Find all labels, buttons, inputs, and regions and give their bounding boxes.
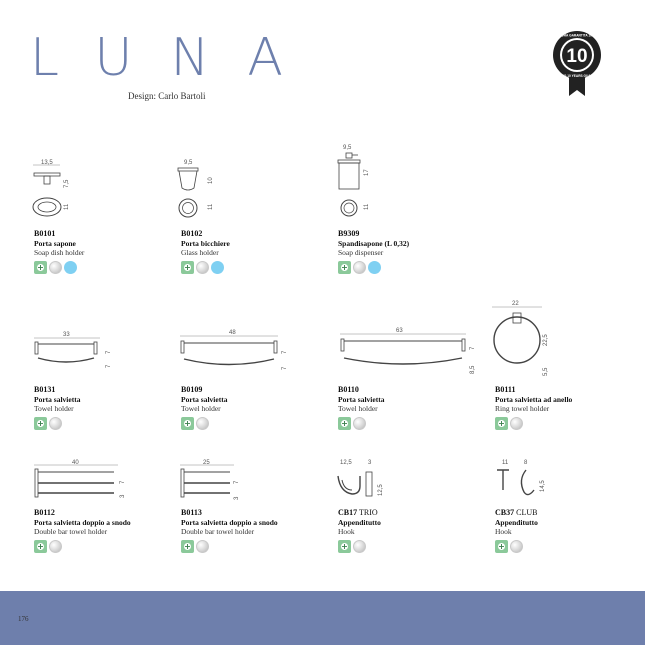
- chrome-swatch: [353, 261, 366, 274]
- plus-icon: [338, 261, 351, 274]
- plus-icon: [34, 261, 47, 274]
- plus-icon: [495, 417, 508, 430]
- guarantee-badge-icon: [547, 30, 607, 100]
- svg-text:9,5: 9,5: [343, 145, 352, 151]
- svg-text:9,5: 9,5: [184, 160, 193, 166]
- product-name-it: Porta bicchiere: [181, 239, 230, 248]
- product-name-it: Porta salvietta ad anello: [495, 395, 573, 404]
- product-code-b0110: B0110: [338, 385, 359, 394]
- svg-text:33: 33: [63, 332, 70, 338]
- badge-top-text: FINITURA GARANTITA 10 ANNI: [553, 33, 601, 38]
- double-bar-towel-holder-25-drawing: [174, 458, 254, 504]
- product-name-it: Porta salvietta: [338, 395, 385, 404]
- chrome-swatch: [353, 540, 366, 553]
- chrome-swatch: [510, 417, 523, 430]
- svg-text:17: 17: [364, 169, 370, 176]
- svg-text:25: 25: [203, 460, 210, 466]
- blue-swatch: [64, 261, 77, 274]
- product-code-b0112: B0112: [34, 508, 55, 517]
- product-name-en: Hook: [338, 527, 355, 536]
- product-name-en: Glass holder: [181, 248, 219, 257]
- product-name-en: Towel holder: [338, 404, 378, 413]
- svg-text:11: 11: [208, 203, 214, 210]
- chrome-swatch: [49, 540, 62, 553]
- chrome-swatch: [510, 540, 523, 553]
- soap-dispenser-drawing: [330, 142, 390, 224]
- svg-text:63: 63: [396, 328, 403, 334]
- svg-text:3: 3: [120, 494, 126, 498]
- svg-text:10: 10: [208, 177, 214, 184]
- svg-text:8: 8: [524, 460, 528, 466]
- plus-icon: [34, 540, 47, 553]
- product-name-it: Appenditutto: [338, 518, 381, 527]
- svg-text:7: 7: [282, 350, 288, 354]
- plus-icon: [181, 417, 194, 430]
- badge-bottom-text: FINISHING 10 YEARS GUARANTEE: [550, 74, 604, 78]
- plus-icon: [338, 540, 351, 553]
- footer-band: [0, 591, 645, 645]
- product-name-en: Towel holder: [34, 404, 74, 413]
- blue-swatch: [211, 261, 224, 274]
- svg-text:7: 7: [106, 364, 112, 368]
- product-code-b0109: B0109: [181, 385, 203, 394]
- svg-text:11: 11: [64, 203, 70, 210]
- product-code-b0111: B0111: [495, 385, 516, 394]
- svg-text:48: 48: [229, 330, 236, 336]
- plus-icon: [495, 540, 508, 553]
- product-code-b0113: B0113: [181, 508, 202, 517]
- soap-dish-drawing: [28, 158, 88, 224]
- plus-icon: [181, 261, 194, 274]
- svg-text:40: 40: [72, 460, 79, 466]
- svg-text:22,5: 22,5: [543, 334, 549, 346]
- towel-holder-48-drawing: [174, 326, 294, 380]
- product-name-en: Towel holder: [181, 404, 221, 413]
- plus-icon: [181, 540, 194, 553]
- product-name-it: Porta salvietta: [181, 395, 228, 404]
- product-code-b9309: B9309: [338, 229, 360, 238]
- plus-icon: [338, 417, 351, 430]
- chrome-swatch: [353, 417, 366, 430]
- svg-text:11: 11: [502, 460, 509, 466]
- svg-text:7: 7: [470, 346, 476, 350]
- double-bar-towel-holder-40-drawing: [28, 458, 138, 504]
- svg-text:3: 3: [368, 460, 372, 466]
- product-code-b0131: B0131: [34, 385, 56, 394]
- svg-text:11: 11: [364, 203, 370, 210]
- svg-text:7: 7: [120, 480, 126, 484]
- svg-text:22: 22: [512, 301, 519, 307]
- product-code-cb37: CB37 CLUB: [495, 508, 538, 517]
- product-name-en: Double bar towel holder: [34, 527, 108, 536]
- product-name-en: Soap dispenser: [338, 248, 384, 257]
- svg-text:7: 7: [106, 350, 112, 354]
- page-title: LUNA: [30, 28, 321, 88]
- badge-number: 10: [566, 46, 588, 67]
- chrome-swatch: [196, 540, 209, 553]
- svg-text:8,5: 8,5: [470, 365, 476, 374]
- product-name-it: Porta salvietta doppio a snodo: [181, 518, 278, 527]
- chrome-swatch: [196, 261, 209, 274]
- product-name-it: Porta sapone: [34, 239, 76, 248]
- svg-text:13,5: 13,5: [41, 160, 53, 166]
- chrome-swatch: [49, 417, 62, 430]
- towel-holder-33-drawing: [28, 330, 128, 380]
- chrome-swatch: [49, 261, 62, 274]
- chrome-swatch: [196, 417, 209, 430]
- product-name-en: Double bar towel holder: [181, 527, 255, 536]
- ring-towel-holder-drawing: [484, 298, 554, 380]
- svg-text:5,5: 5,5: [543, 367, 549, 376]
- plus-icon: [34, 417, 47, 430]
- product-name-en: Ring towel holder: [495, 404, 550, 413]
- product-code-b0102: B0102: [181, 229, 203, 238]
- svg-text:12,5: 12,5: [340, 460, 352, 466]
- product-name-it: Porta salvietta doppio a snodo: [34, 518, 131, 527]
- page-number: 176: [18, 615, 29, 623]
- svg-text:3: 3: [234, 496, 240, 500]
- svg-text:7,5: 7,5: [64, 179, 70, 188]
- product-code-b0101: B0101: [34, 229, 56, 238]
- svg-text:12,5: 12,5: [378, 484, 384, 496]
- blue-swatch: [368, 261, 381, 274]
- designer-credit: Design: Carlo Bartoli: [128, 91, 206, 101]
- svg-text:14,5: 14,5: [540, 480, 546, 492]
- product-name-it: Appenditutto: [495, 518, 538, 527]
- svg-text:7: 7: [282, 366, 288, 370]
- glass-holder-drawing: [172, 158, 232, 224]
- product-name-it: Porta salvietta: [34, 395, 81, 404]
- product-name-it: Spandisapone (L 0,32): [338, 239, 410, 248]
- towel-holder-63-drawing: [334, 324, 484, 380]
- product-name-en: Hook: [495, 527, 512, 536]
- club-hook-drawing: [490, 456, 560, 504]
- product-code-cb17: CB17 TRIO: [338, 508, 378, 517]
- svg-text:7: 7: [234, 480, 240, 484]
- trio-hook-drawing: [330, 456, 400, 504]
- product-name-en: Soap dish holder: [34, 248, 85, 257]
